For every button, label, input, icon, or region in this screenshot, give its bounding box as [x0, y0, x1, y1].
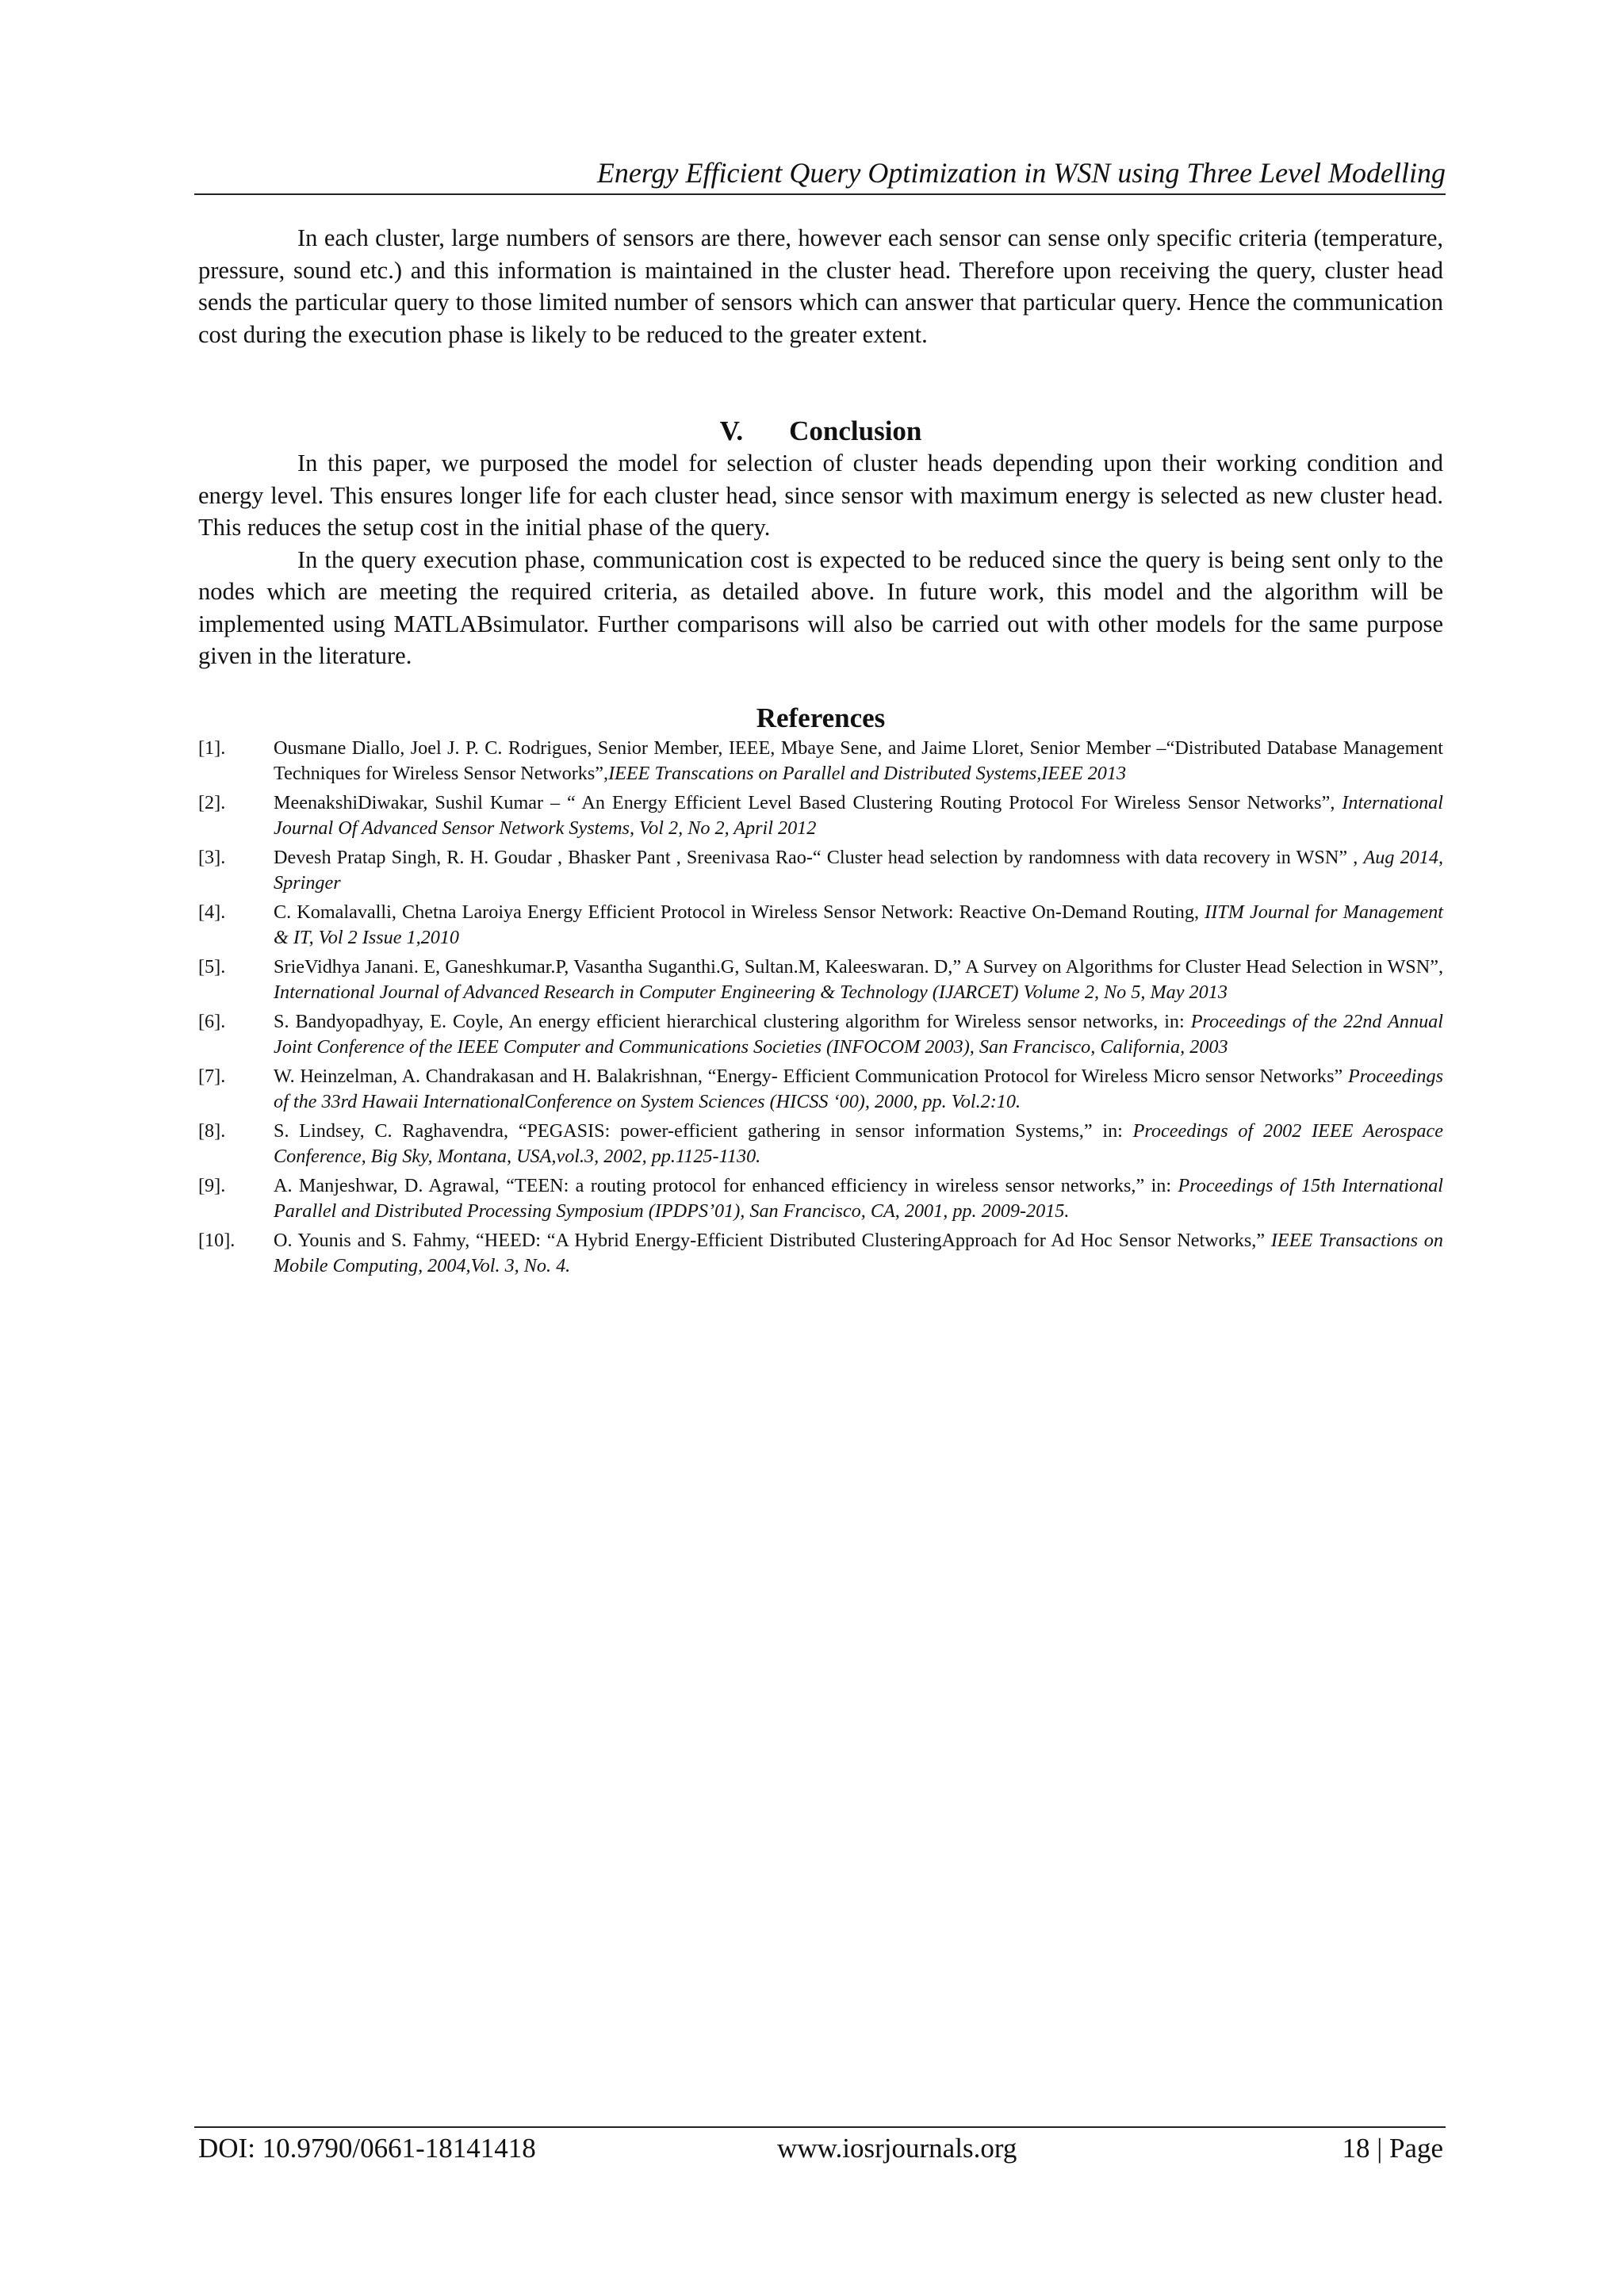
footer-website: www.iosrjournals.org — [777, 2133, 1017, 2164]
intro-section — [198, 222, 1443, 350]
page-footer — [198, 2131, 1443, 2166]
reference-authors-title: W. Heinzelman, A. Chandrakasan and H. Balakrishnan, “Energy- Efficient Communication Protocol for Wireless Micro sensor Networks” — [274, 1066, 1348, 1087]
reference-item — [198, 790, 1443, 840]
reference-item — [198, 1228, 1443, 1278]
reference-text — [274, 1173, 1443, 1223]
reference-authors-title: Devesh Pratap Singh, R. H. Goudar , Bhasker Pant , Sreenivasa Rao-“ Cluster head selection by randomness with data recovery in WSN” , — [274, 847, 1364, 868]
intro-paragraph: In each cluster, large numbers of sensors are there, however each sensor can sense only specific criteria (temperature, pressure, sound etc.) and this information is maintained in the cluster head. Therefore upon receiving the query, cluster head sends the particular query to those limited number of sensors which can answer that particular query. Hence the communication cost during the execution phase is likely to be reduced to the greater extent. — [198, 224, 1443, 348]
reference-authors-title: MeenakshiDiwakar, Sushil Kumar – “ An Energy Efficient Level Based Clustering Routing Protocol For Wireless Sensor Networks”, — [274, 792, 1342, 813]
reference-item — [198, 955, 1443, 1004]
reference-text — [274, 1119, 1443, 1169]
references-heading: References — [756, 702, 886, 733]
reference-venue: IITM Journal for Management & IT, Vol 2 Issue 1,2010 — [274, 901, 1443, 948]
reference-venue: IEEE Transcations on Parallel and Distributed Systems,IEEE 2013 — [608, 762, 1127, 784]
reference-text — [274, 736, 1443, 786]
reference-number: [9]. — [198, 1175, 226, 1196]
reference-list — [198, 736, 1443, 1283]
running-header-title: Energy Efficient Query Optimization in WSN using Three Level Modelling — [596, 157, 1446, 189]
reference-venue: Proceedings of 15th International Parallel and Distributed Processing Symposium (IPDPS’01), San Francisco, CA, 2001, pp. 2009-2015. — [274, 1175, 1444, 1222]
reference-venue: International Journal Of Advanced Sensor Network Systems, Vol 2, No 2, April 2012 — [274, 792, 1443, 839]
reference-number: [5]. — [198, 956, 226, 978]
section-title: Conclusion — [789, 415, 922, 446]
reference-text — [274, 955, 1443, 1004]
reference-authors-title: S. Bandyopadhyay, E. Coyle, An energy efficient hierarchical clustering algorithm for Wireless sensor networks, in: — [274, 1011, 1191, 1032]
reference-item — [198, 736, 1443, 786]
reference-text — [274, 1228, 1443, 1278]
header-rule — [194, 193, 1446, 195]
reference-venue: Proceedings of the 33rd Hawaii InternationalConference on System Sciences (HICSS ‘00), 2000, pp. Vol.2:10. — [274, 1066, 1443, 1112]
reference-item — [198, 900, 1443, 950]
reference-number: [6]. — [198, 1011, 226, 1032]
conclusion-paragraph-2: In the query execution phase, communication cost is expected to be reduced since the query is being sent only to the nodes which are meeting the required criteria, as detailed above. In future work, this model and the algorithm will be implemented using MATLABsimulator. Further comparisons will also be carried out with other models for the same purpose given in the literature. — [198, 545, 1443, 669]
reference-authors-title: Ousmane Diallo, Joel J. P. C. Rodrigues, Senior Member, IEEE, Mbaye Sene, and Jaime Lloret, Senior Member –“Distributed Database Management Techniques for Wireless Sensor Networks”, — [274, 737, 1443, 784]
reference-venue: Proceedings of the 22nd Annual Joint Conference of the IEEE Computer and Communications Societies (INFOCOM 2003), San Francisco, California, 2003 — [274, 1011, 1443, 1058]
reference-item — [198, 1009, 1443, 1059]
reference-item — [198, 1173, 1443, 1223]
reference-authors-title: S. Lindsey, C. Raghavendra, “PEGASIS: power-efficient gathering in sensor information Systems,” in: — [274, 1120, 1133, 1142]
reference-venue: IEEE Transactions on Mobile Computing, 2004,Vol. 3, No. 4. — [274, 1230, 1443, 1276]
reference-text — [274, 845, 1443, 895]
reference-number: [1]. — [198, 737, 226, 759]
footer-rule — [194, 2126, 1446, 2128]
reference-venue: International Journal of Advanced Research in Computer Engineering & Technology (IJARCET) Volume 2, No 5, May 2013 — [274, 981, 1228, 1003]
reference-authors-title: O. Younis and S. Fahmy, “HEED: “A Hybrid Energy-Efficient Distributed ClusteringApproach for Ad Hoc Sensor Networks,” — [274, 1230, 1271, 1251]
conclusion-paragraph-1: In this paper, we purposed the model for selection of cluster heads depending upon their working condition and energy level. This ensures longer life for each cluster head, since sensor with maximum energy is selected as new cluster head. This reduces the setup cost in the initial phase of the query. — [198, 450, 1443, 541]
reference-venue: Proceedings of 2002 IEEE Aerospace Conference, Big Sky, Montana, USA,vol.3, 2002, pp.1125-1130. — [274, 1120, 1443, 1167]
reference-number: [2]. — [198, 792, 226, 813]
reference-item — [198, 1064, 1443, 1114]
reference-venue: Aug 2014, Springer — [274, 847, 1443, 894]
reference-number: [4]. — [198, 901, 226, 923]
reference-item — [198, 845, 1443, 895]
conclusion-heading — [198, 414, 1443, 449]
reference-number: [8]. — [198, 1120, 226, 1142]
footer-page-number: 18 | Page — [1342, 2133, 1443, 2164]
reference-text — [274, 900, 1443, 950]
reference-number: [3]. — [198, 847, 226, 868]
reference-authors-title: SrieVidhya Janani. E, Ganeshkumar.P, Vasantha Suganthi.G, Sultan.M, Kaleeswaran. D,” A Survey on Algorithms for Cluster Head Selection in WSN”, — [274, 956, 1443, 978]
reference-text — [274, 1009, 1443, 1059]
reference-authors-title: C. Komalavalli, Chetna Laroiya Energy Efficient Protocol in Wireless Sensor Network: Reactive On-Demand Routing, — [274, 901, 1205, 923]
section-number: V. — [719, 415, 744, 446]
reference-text — [274, 790, 1443, 840]
reference-text — [274, 1064, 1443, 1114]
conclusion-body — [198, 447, 1443, 672]
reference-item — [198, 1119, 1443, 1169]
footer-doi: DOI: 10.9790/0661-18141418 — [198, 2133, 536, 2164]
reference-number: [10]. — [198, 1230, 236, 1251]
reference-authors-title: A. Manjeshwar, D. Agrawal, “TEEN: a routing protocol for enhanced efficiency in wireless sensor networks,” in: — [274, 1175, 1178, 1196]
reference-number: [7]. — [198, 1066, 226, 1087]
